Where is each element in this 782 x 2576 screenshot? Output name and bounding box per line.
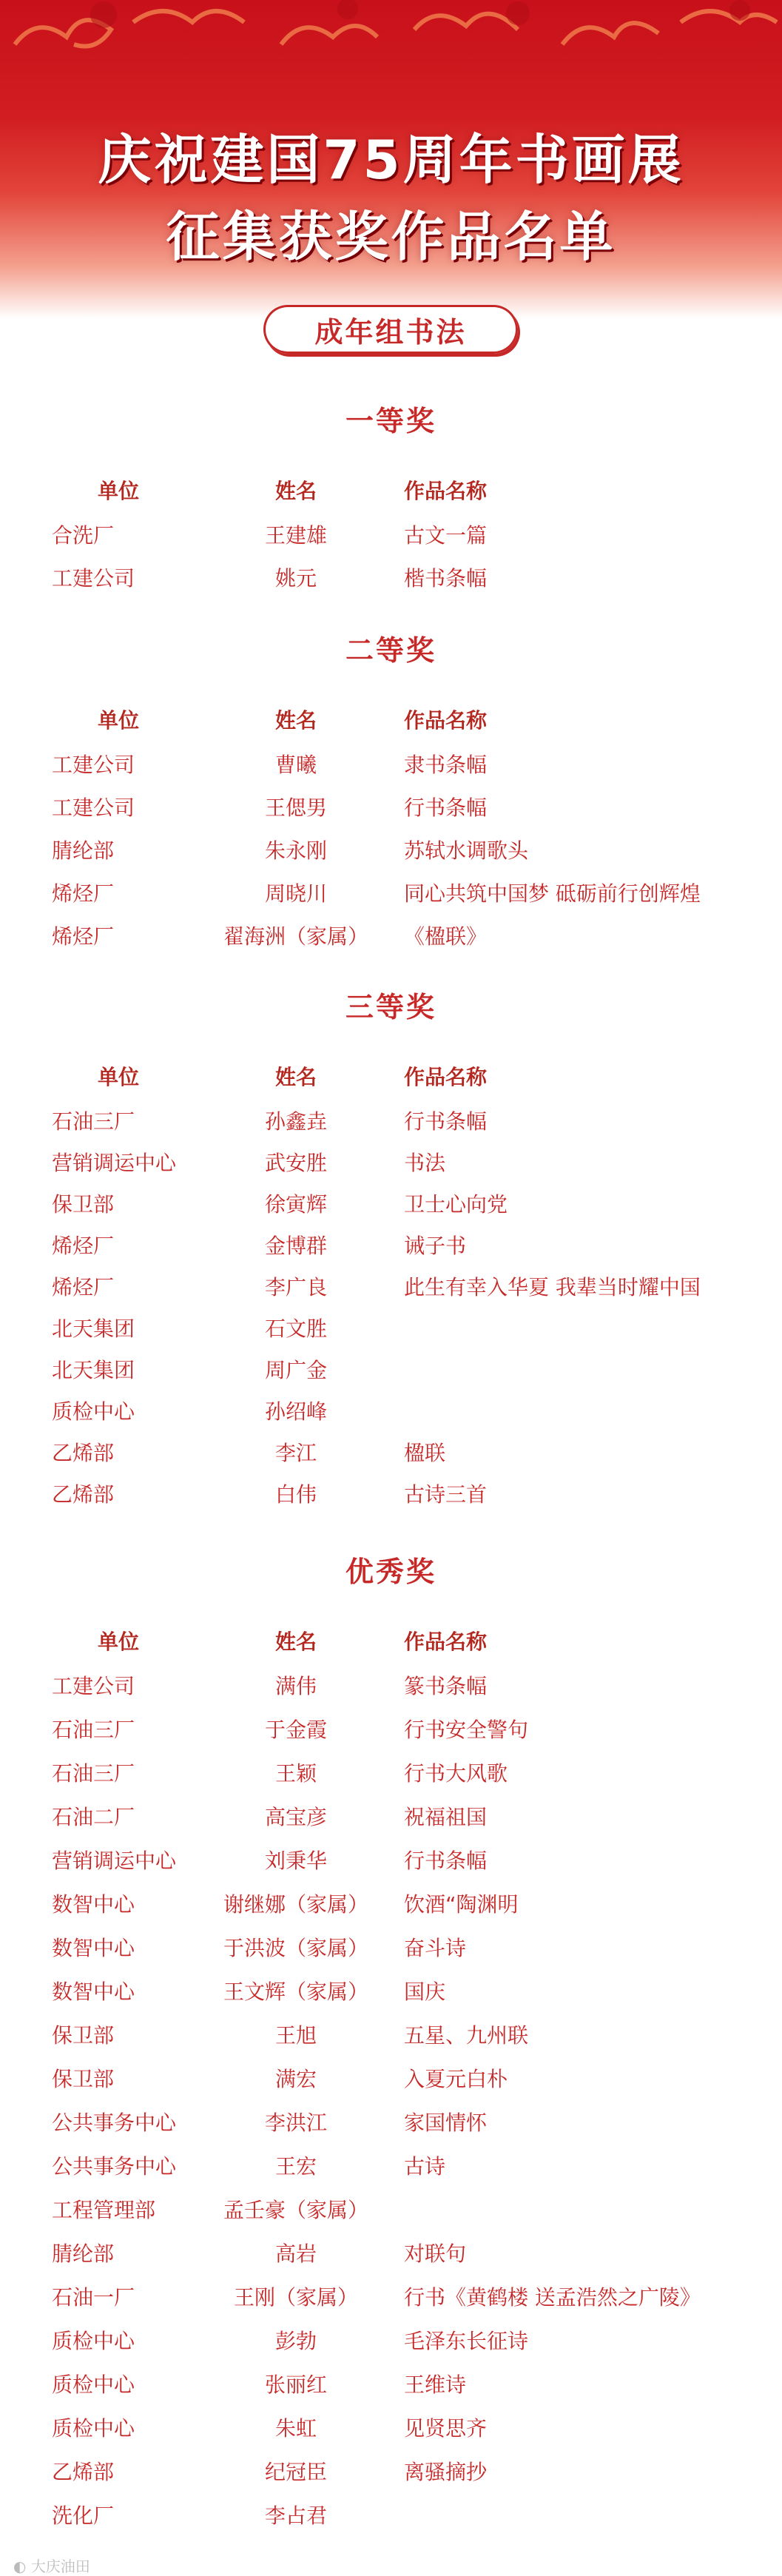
row-work: 同心共筑中国梦 砥砺前行创辉煌 [404,881,701,906]
table-row [0,2150,782,2180]
row-work: 此生有幸入华夏 我辈当时耀中国 [404,1275,701,1299]
row-unit: 石油三厂 [52,1718,135,1742]
row-unit: 乙烯部 [52,1441,115,1465]
row-name: 石文胜 [264,1316,328,1341]
row-name: 周广金 [264,1358,328,1382]
row-work: 离骚摘抄 [404,2460,488,2484]
column-header-unit: 单位 [97,708,140,733]
row-work: 楷书条幅 [404,566,488,591]
row-unit: 乙烯部 [52,2460,115,2484]
table-row [0,2238,782,2267]
table-row [0,749,782,778]
row-name: 于金霞 [264,1718,328,1742]
table-row [0,1271,782,1301]
row-name: 王宏 [274,2154,317,2179]
column-header-unit: 单位 [97,479,140,503]
row-work: 行书条幅 [404,796,488,820]
table-row [0,2281,782,2311]
row-work: 入夏元白朴 [404,2067,508,2091]
table-row [0,792,782,821]
award-heading: 二等奖 [345,634,436,667]
row-unit: 质检中心 [52,2416,135,2441]
award-heading: 优秀奖 [345,1556,436,1588]
row-work: 诫子书 [404,1234,467,1258]
table-row [0,1758,782,1787]
row-unit: 石油一厂 [52,2285,135,2310]
row-name: 高岩 [274,2242,317,2266]
table-row [0,2020,782,2049]
row-work: 对联句 [404,2242,467,2266]
row-name: 满宏 [274,2067,317,2091]
row-name: 张丽红 [264,2372,328,2397]
row-work: 书法 [404,1151,446,1175]
watermark [13,2555,90,2576]
column-header-work: 作品名称 [404,479,488,503]
table-header [0,1061,782,1091]
table-row [0,1714,782,1743]
row-work: 国庆 [404,1980,446,2004]
row-name: 王偲男 [264,796,328,820]
table-row [0,835,782,864]
row-name: 孙鑫垚 [264,1109,328,1134]
table-row [0,1976,782,2005]
table-row [0,2412,782,2442]
table-row [0,1147,782,1177]
row-name: 谢继娜（家属） [223,1892,369,1917]
row-work: 奋斗诗 [404,1936,467,1960]
table-row [0,1479,782,1508]
row-unit: 合洗厂 [52,523,115,548]
row-work: 行书大风歌 [404,1761,508,1786]
table-row [0,1845,782,1874]
table-row [0,2063,782,2093]
row-work: 隶书条幅 [404,753,488,777]
row-work: 篆书条幅 [404,1674,488,1698]
award-heading: 三等奖 [345,991,436,1023]
row-name: 李占君 [264,2503,328,2528]
row-name: 姚元 [274,566,317,591]
row-name: 武安胜 [264,1151,328,1175]
row-unit: 北天集团 [52,1358,135,1382]
row-unit: 保卫部 [52,2023,115,2048]
table-row [0,2107,782,2136]
table-row [0,921,782,950]
category-label: 成年组书法 [314,315,467,349]
row-name: 纪冠臣 [264,2460,328,2484]
table-row [0,878,782,907]
row-work: 毛泽东长征诗 [404,2329,529,2353]
row-name: 王刚（家属） [233,2285,359,2310]
row-unit: 质检中心 [52,2329,135,2353]
table-row [0,1932,782,1962]
table-row [0,1313,782,1342]
table-header [0,1626,782,1655]
row-unit: 烯烃厂 [52,924,115,949]
row-unit: 石油二厂 [52,1805,135,1829]
watermark-icon: ◐ [13,2557,31,2575]
table-row [0,1437,782,1467]
row-unit: 工建公司 [52,1674,135,1698]
column-header-unit: 单位 [97,1065,140,1089]
page-title-line-2: 征集获奖作品名单 [166,206,616,268]
row-name: 刘秉华 [264,1849,328,1873]
column-header-name: 姓名 [274,708,317,733]
row-work: 行书《黄鹤楼 送孟浩然之广陵》 [404,2285,701,2310]
row-unit: 营销调运中心 [52,1849,177,1873]
table-header [0,475,782,505]
table-row [0,2325,782,2355]
row-name: 朱永刚 [264,838,328,863]
row-unit: 工建公司 [52,796,135,820]
row-unit: 数智中心 [52,1980,135,2004]
table-row [0,519,782,549]
row-name: 白伟 [274,1482,317,1507]
row-work: 行书条幅 [404,1109,488,1134]
row-work: 行书条幅 [404,1849,488,1873]
row-unit: 烯烃厂 [52,881,115,906]
row-unit: 洗化厂 [52,2503,115,2528]
table-row [0,2500,782,2529]
row-unit: 工程管理部 [52,2198,156,2222]
row-unit: 烯烃厂 [52,1275,115,1299]
cloud-ornament-icon [0,0,782,89]
row-unit: 公共事务中心 [52,2111,177,2135]
table-row [0,1230,782,1260]
row-unit: 石油三厂 [52,1761,135,1786]
row-unit: 公共事务中心 [52,2154,177,2179]
row-work: 古诗三首 [404,1482,488,1507]
table-row [0,562,782,592]
row-name: 王建雄 [264,523,328,548]
row-unit: 质检中心 [52,1399,135,1424]
row-name: 王旭 [274,2023,317,2048]
row-name: 金博群 [264,1234,328,1258]
row-unit: 工建公司 [52,753,135,777]
row-unit: 营销调运中心 [52,1151,177,1175]
row-work: 见贤思齐 [404,2416,488,2441]
page-title-line-1: 庆祝建国75周年书画展 [98,129,684,191]
row-name: 李洪江 [264,2111,328,2135]
row-name: 李江 [274,1441,317,1465]
table-header [0,704,782,734]
category-badge [263,305,518,354]
row-unit: 保卫部 [52,2067,115,2091]
row-unit: 质检中心 [52,2372,135,2397]
table-row [0,2369,782,2398]
row-work: 苏轼水调歌头 [404,838,529,863]
row-name: 徐寅辉 [264,1192,328,1217]
award-heading: 一等奖 [345,405,436,437]
row-work: 家国情怀 [404,2111,488,2135]
table-row [0,1354,782,1384]
row-unit: 数智中心 [52,1892,135,1917]
row-name: 曹曦 [274,753,317,777]
table-row [0,1396,782,1425]
table-row [0,2194,782,2224]
table-row [0,1801,782,1831]
row-name: 周晓川 [264,881,328,906]
row-work: 祝福祖国 [404,1805,488,1829]
table-row [0,1106,782,1135]
column-header-work: 作品名称 [404,1065,488,1089]
row-work: 五星、九州联 [404,2023,529,2048]
row-name: 王颖 [274,1761,317,1786]
row-unit: 腈纶部 [52,2242,115,2266]
header-banner [0,0,782,318]
row-work: 《楹联》 [404,924,488,949]
row-work: 王维诗 [404,2372,467,2397]
row-name: 王文辉（家属） [223,1980,369,2004]
row-unit: 北天集团 [52,1316,135,1341]
table-row [0,1188,782,1218]
row-name: 满伟 [274,1674,317,1698]
column-header-work: 作品名称 [404,708,488,733]
column-header-unit: 单位 [97,1630,140,1654]
row-unit: 保卫部 [52,1192,115,1217]
table-row [0,2456,782,2486]
row-work: 古文一篇 [404,523,488,548]
row-name: 高宝彦 [264,1805,328,1829]
table-row [0,1670,782,1700]
row-name: 李广良 [264,1275,328,1299]
row-unit: 烯烃厂 [52,1234,115,1258]
row-name: 朱虹 [274,2416,317,2441]
column-header-name: 姓名 [274,1630,317,1654]
row-unit: 乙烯部 [52,1482,115,1507]
column-header-name: 姓名 [274,1065,317,1089]
table-row [0,1889,782,1918]
row-work: 楹联 [404,1441,446,1465]
row-name: 于洪波（家属） [223,1936,369,1960]
row-unit: 石油三厂 [52,1109,135,1134]
row-name: 翟海洲（家属） [223,924,369,949]
column-header-name: 姓名 [274,479,317,503]
row-work: 卫士心向党 [404,1192,508,1217]
row-work: 行书安全警句 [404,1718,529,1742]
row-work: 古诗 [404,2154,446,2179]
row-name: 彭勃 [274,2329,317,2353]
watermark-text: 大庆油田 [30,2557,90,2575]
row-name: 孙绍峰 [264,1399,328,1424]
row-unit: 工建公司 [52,566,135,591]
row-name: 孟壬豪（家属） [223,2198,369,2222]
column-header-work: 作品名称 [404,1630,488,1654]
row-work: 饮酒“陶渊明 [404,1892,519,1917]
row-unit: 腈纶部 [52,838,115,863]
row-unit: 数智中心 [52,1936,135,1960]
